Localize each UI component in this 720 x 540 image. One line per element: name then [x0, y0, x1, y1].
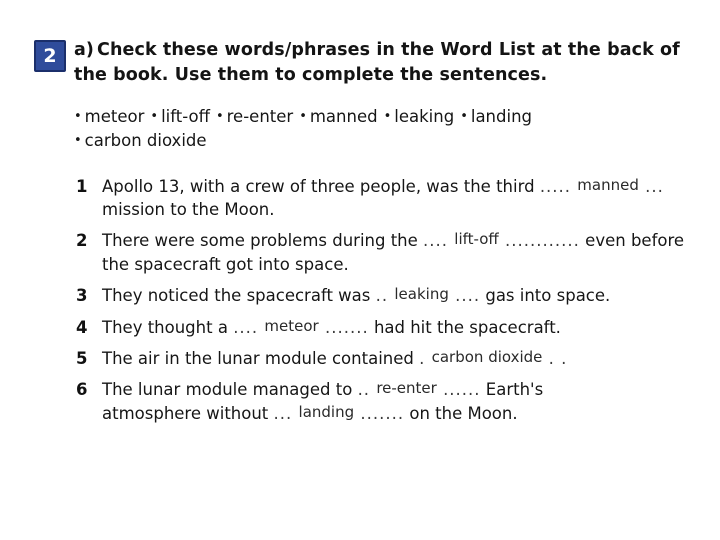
- sentence-text-before: The air in the lunar module contained: [102, 349, 414, 369]
- answer-fill[interactable]: manned: [577, 175, 639, 194]
- bullet-icon: •: [150, 108, 159, 124]
- exercise-part-label: a): [74, 40, 95, 60]
- answer-fill[interactable]: meteor: [264, 316, 319, 335]
- bullet-icon: •: [74, 108, 82, 124]
- sentence-text: [102, 347, 690, 370]
- word-list-item: [74, 131, 207, 150]
- bullet-icon: •: [383, 108, 392, 124]
- word-list-item: [384, 107, 455, 126]
- sentence-text-before: They thought a: [102, 317, 228, 337]
- sentence-text-before: They noticed the spacecraft was: [102, 286, 371, 306]
- word-list-item-label: meteor: [84, 106, 145, 126]
- sentence-text: [102, 284, 690, 307]
- word-list-item-label: landing: [470, 106, 533, 126]
- word-list-item-label: leaking: [394, 106, 455, 126]
- sentence-item: [76, 284, 690, 307]
- word-list-item-label: lift-off: [161, 106, 210, 126]
- sentence-text-after: mission to the Moon.: [102, 199, 275, 219]
- answer-fill[interactable]: lift-off: [454, 230, 499, 249]
- sentence-text-before: atmosphere without: [102, 403, 269, 423]
- word-list-item-label: carbon dioxide: [84, 130, 207, 150]
- answer-dots-before: ...: [273, 403, 293, 423]
- answer-dots-before: .....: [539, 176, 572, 196]
- sentence-list: [76, 175, 690, 426]
- sentence-number: 6: [76, 380, 88, 400]
- word-list-item-label: manned: [309, 106, 378, 126]
- sentence-text-after: had hit the spacecraft.: [373, 317, 561, 337]
- sentence-number: 4: [76, 317, 88, 337]
- sentence-text: [102, 175, 690, 222]
- answer-dots-before: ..: [357, 380, 371, 400]
- sentence-number: 2: [76, 231, 88, 251]
- sentence-text: [102, 378, 690, 425]
- word-list-item: [460, 107, 532, 126]
- answer-dots-before: ....: [423, 231, 449, 251]
- sentence-item: [76, 316, 690, 339]
- word-list: [74, 105, 690, 153]
- word-list-item: [150, 107, 210, 126]
- bullet-icon: •: [74, 132, 82, 148]
- sentence-item: [76, 229, 690, 276]
- sentence-number: 1: [76, 176, 88, 196]
- sentence-text-before: The lunar module managed to: [102, 380, 353, 400]
- answer-fill[interactable]: carbon dioxide: [431, 348, 543, 367]
- exercise-instruction: [74, 38, 690, 88]
- exercise-number-badge: 2: [34, 40, 66, 72]
- answer-dots-after: ....: [455, 286, 481, 306]
- sentence-item: [76, 378, 690, 425]
- sentence-item: [76, 347, 690, 370]
- sentence-item: [76, 175, 690, 222]
- sentence-text: [102, 229, 690, 276]
- exercise-instruction-text: Check these words/phrases in the Word List at the back of the book. Use them to complete the sentences.: [74, 40, 680, 85]
- sentence-text-before: Apollo 13, with a crew of three people, was the third: [102, 176, 535, 196]
- answer-dots-before: ..: [375, 286, 389, 306]
- answer-fill[interactable]: landing: [298, 402, 355, 421]
- sentence-text-before: There were some problems during the: [102, 231, 418, 251]
- sentence-text-after: gas into space.: [485, 286, 611, 306]
- sentence-text: [102, 316, 690, 339]
- answer-dots-after: . .: [548, 349, 568, 369]
- bullet-icon: •: [460, 108, 468, 124]
- answer-dots-before: ....: [233, 317, 259, 337]
- word-list-item: [74, 107, 144, 126]
- word-list-item: [216, 107, 293, 126]
- word-list-item: [299, 107, 377, 126]
- answer-fill[interactable]: leaking: [394, 285, 449, 304]
- bullet-icon: •: [215, 108, 224, 124]
- sentence-text-after: on the Moon.: [409, 403, 518, 423]
- answer-fill[interactable]: re-enter: [376, 379, 437, 398]
- answer-dots-after: ......: [443, 380, 481, 400]
- answer-dots-after: ...: [645, 176, 664, 196]
- bullet-icon: •: [299, 108, 307, 124]
- sentence-text-after: Earth's: [485, 380, 544, 400]
- answer-dots-before: .: [419, 349, 426, 369]
- sentence-number: 3: [76, 286, 88, 306]
- sentence-number: 5: [76, 349, 88, 369]
- answer-dots-after: ............: [504, 231, 580, 251]
- answer-dots-after: .......: [324, 317, 369, 337]
- sentence-text-after: even before the spacecraft got into space.: [102, 231, 685, 274]
- word-list-item-label: re-enter: [226, 106, 294, 126]
- answer-dots-after: .......: [360, 403, 405, 423]
